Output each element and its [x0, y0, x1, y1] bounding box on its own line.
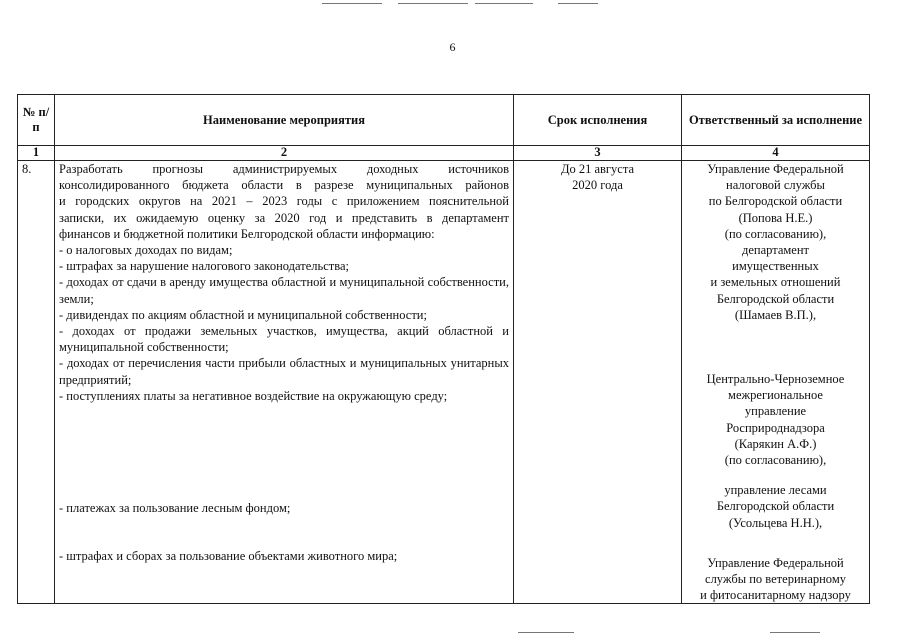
responsible-line: имущественных	[732, 259, 819, 274]
responsible-line: (по согласованию),	[724, 453, 827, 468]
responsible-block	[686, 371, 865, 468]
intro-line: и городских округов на 2021 – 2023 годы с приложением пояснительной	[59, 194, 509, 209]
responsible-line: (по согласованию),	[724, 226, 827, 241]
list-item: - доходах от сдачи в аренду имущества областной и муниципальной собственности, земли;	[59, 275, 509, 306]
responsible-line: и фитосанитарному надзору	[700, 588, 851, 603]
responsible-line: Управление Федеральной	[707, 555, 844, 570]
list-item: - доходах от продажи земельных участков, имущества, акций областной и муниципальной собственности;	[59, 324, 509, 355]
event-description	[55, 161, 514, 604]
responsible-line: Белгородской области	[716, 499, 835, 514]
column-number: 1	[18, 146, 55, 161]
responsible-block	[686, 161, 865, 323]
header-event-name: Наименование мероприятия	[55, 95, 514, 146]
responsible-line: и земельных отношений	[710, 275, 841, 290]
responsible-line: (Карякин А.Ф.)	[734, 436, 817, 451]
list-item: - о налоговых доходах по видам;	[59, 243, 233, 258]
header-number: № п/п	[18, 95, 55, 146]
events-table	[17, 94, 870, 604]
responsible-cell	[682, 161, 870, 604]
column-number-row	[18, 146, 870, 161]
list-item: - платежах за пользование лесным фондом;	[59, 501, 291, 516]
responsible-line: (Усольцева Н.Н.),	[728, 515, 823, 530]
list-item: - штрафах за нарушение налогового законодательства;	[59, 259, 349, 274]
intro-line: Разработать прогнозы администрируемых доходных источников	[59, 162, 509, 176]
column-number: 3	[514, 146, 682, 161]
intro-line: финансов и бюджетной политики Белгородской области информацию:	[59, 226, 435, 241]
intro-line: записки, их ожидаемую оценку за 2020 год и представить в департамент	[59, 210, 509, 225]
column-number: 2	[55, 146, 514, 161]
responsible-block	[686, 482, 865, 531]
list-item: - штрафах и сборах за пользование объектами животного мира;	[59, 549, 398, 564]
responsible-line: (Шамаев В.П.),	[734, 307, 817, 322]
row-number: 8.	[18, 161, 55, 604]
page-number: 6	[449, 40, 456, 54]
responsible-line: Росприроднадзора	[726, 420, 825, 435]
column-number: 4	[682, 146, 870, 161]
deadline-line: 2020 года	[572, 178, 623, 193]
responsible-line: управление лесами	[724, 483, 827, 498]
header-deadline: Срок исполнения	[514, 95, 682, 146]
responsible-block	[686, 555, 865, 604]
responsible-line: Центрально-Черноземное	[706, 372, 845, 387]
list-item: - доходах от перечисления части прибыли областных и муниципальных унитарных предприятий;	[59, 356, 509, 387]
table-header-row	[18, 95, 870, 146]
responsible-line: по Белгородской области	[708, 194, 843, 209]
responsible-line: (Попова Н.Е.)	[738, 210, 813, 225]
list-item: - поступлениях платы за негативное воздействие на окружающую среду;	[59, 388, 448, 403]
responsible-line: межрегиональное	[728, 388, 823, 403]
responsible-line: Белгородской области	[716, 291, 835, 306]
responsible-line: налоговой службы	[726, 178, 825, 193]
table-row	[18, 161, 870, 604]
list-item: - дивидендах по акциям областной и муниципальной собственности;	[59, 307, 427, 322]
responsible-line: управление	[744, 404, 807, 419]
deadline-cell	[514, 161, 682, 604]
header-responsible: Ответственный за исполнение	[682, 95, 870, 146]
responsible-line: службы по ветеринарному	[705, 572, 846, 587]
intro-line: консолидированного бюджета области в разрезе муниципальных районов	[59, 178, 509, 193]
responsible-line: департамент	[741, 243, 809, 258]
responsible-line: Управление Федеральной	[707, 162, 844, 176]
deadline-line: До 21 августа	[560, 162, 635, 176]
